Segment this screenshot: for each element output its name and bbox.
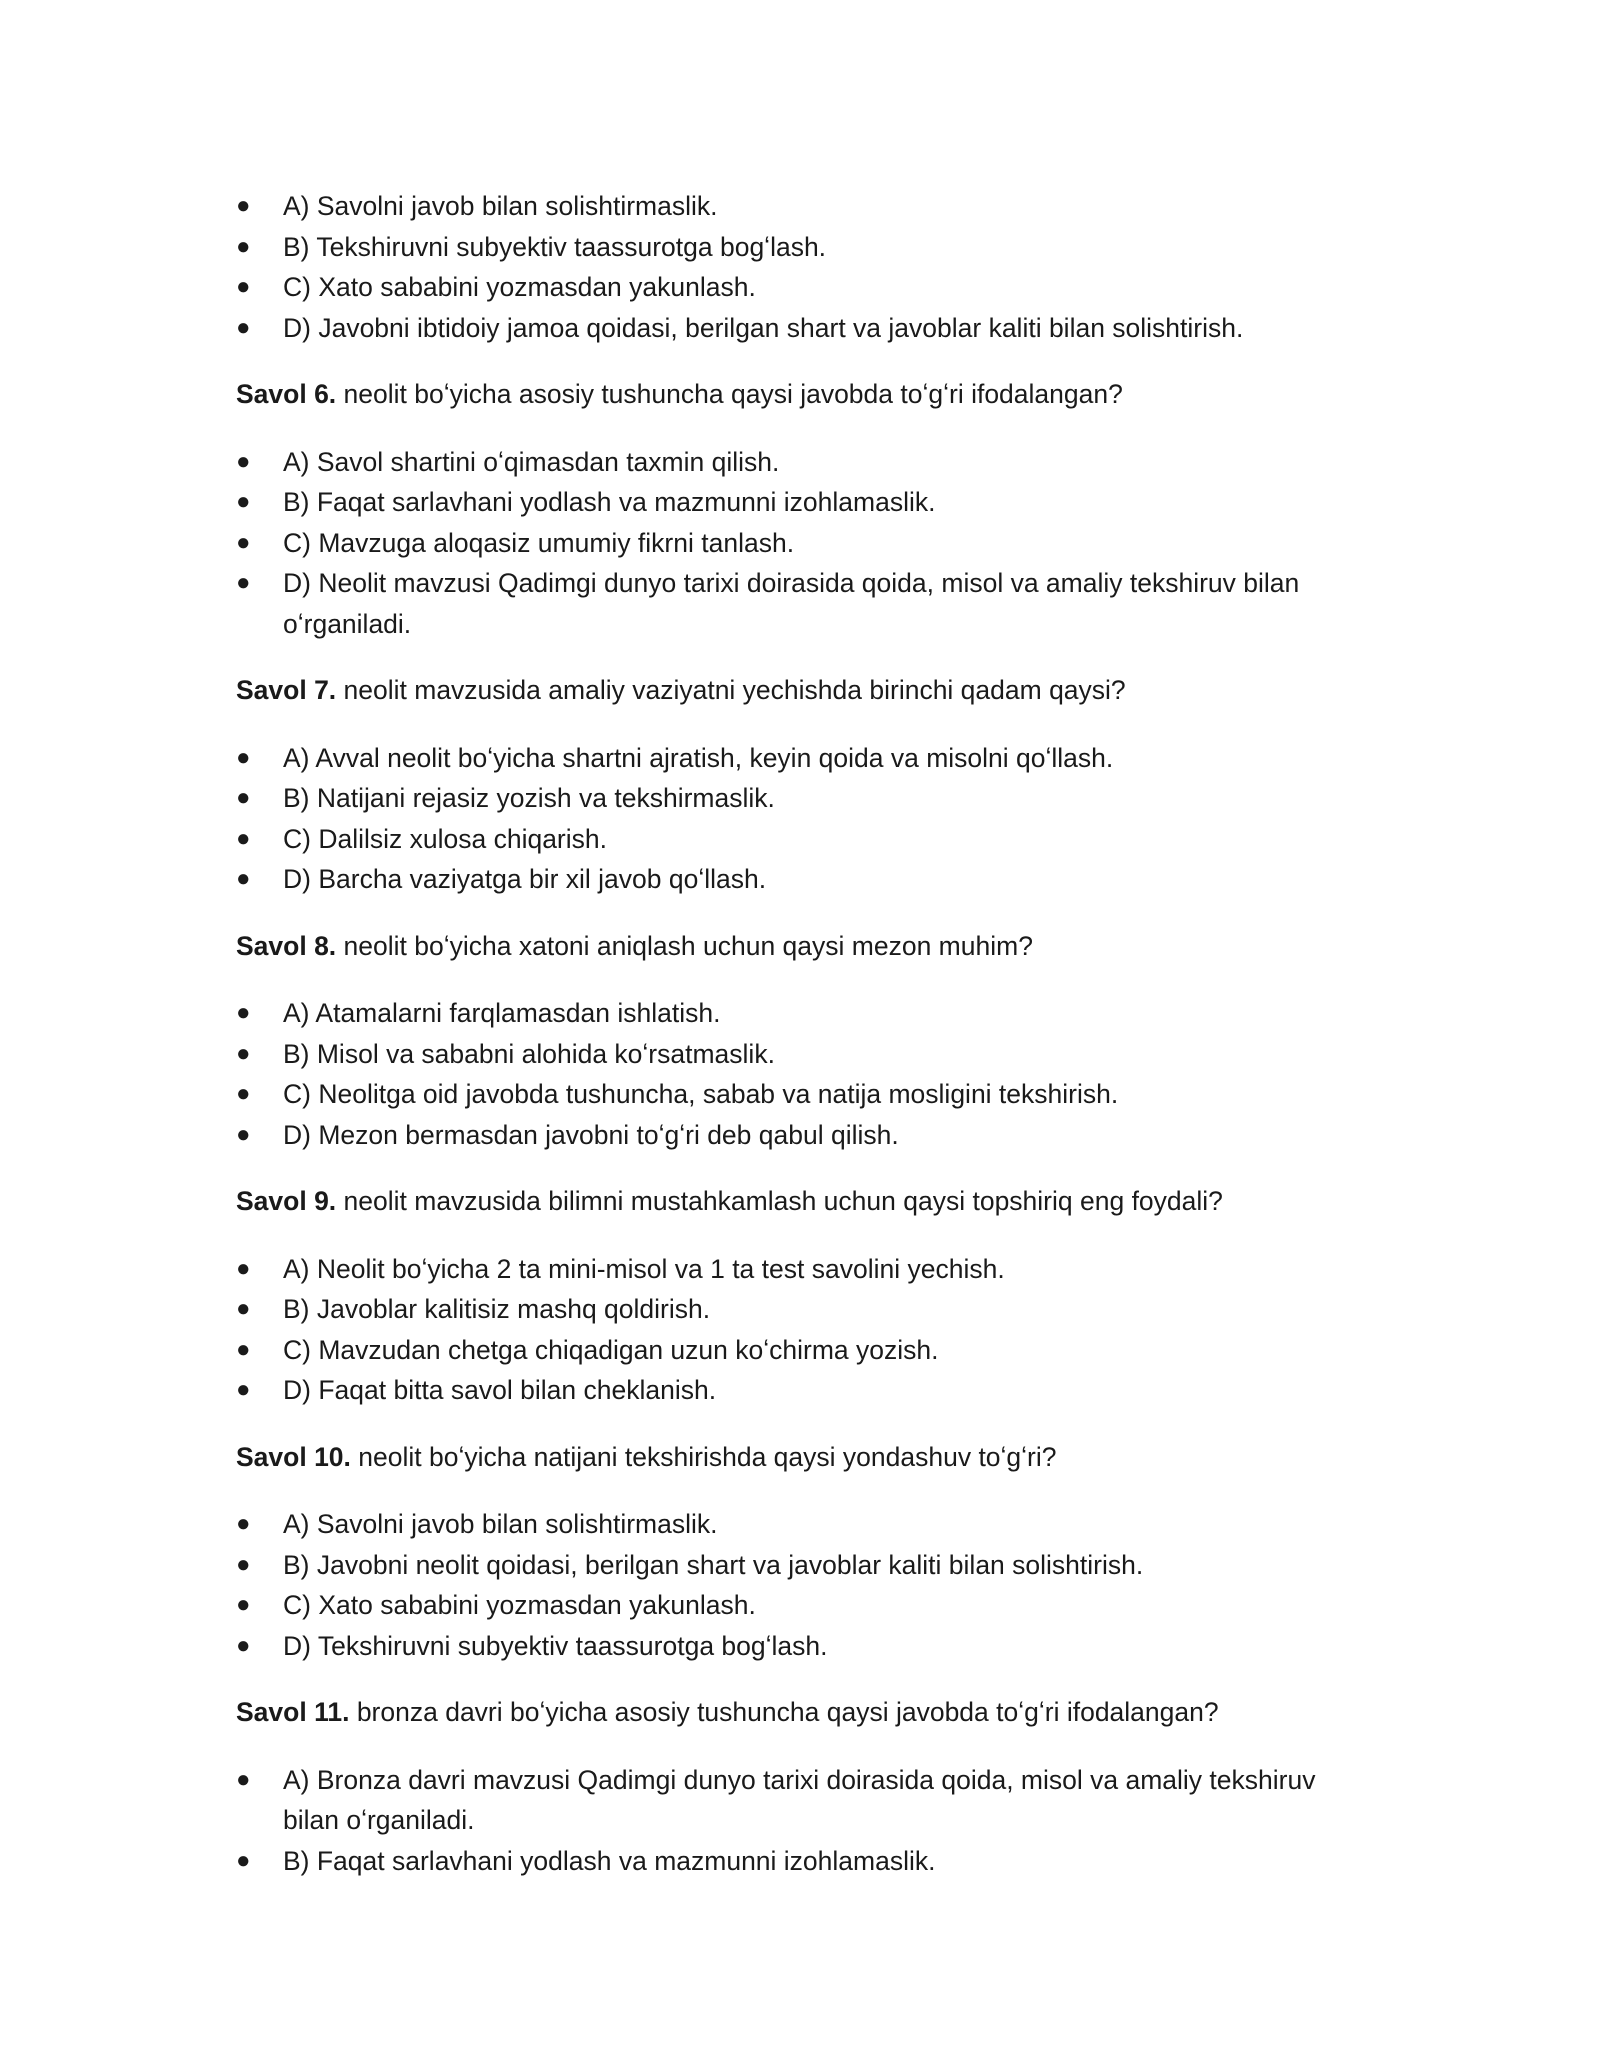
question-heading [236, 1437, 1340, 1478]
question-number: Savol 11. [236, 1697, 350, 1727]
bullet-icon: ● [236, 569, 251, 596]
option-text: B) Natijani rejasiz yozish va tekshirmaslik. [283, 783, 775, 813]
option-text: B) Javobni neolit qoidasi, berilgan shart va javoblar kaliti bilan solishtirish. [283, 1549, 1144, 1580]
bullet-icon: ● [236, 232, 251, 260]
question-heading [236, 926, 1340, 967]
option-item [236, 1330, 1340, 1371]
question-text: bronza davri boʻyicha asosiy tushuncha qaysi javobda toʻgʻri ifodalangan? [349, 1697, 1219, 1727]
option-text: A) Bronza davri mavzusi Qadimgi dunyo tarixi doirasida qoida, misol va amaliy tekshiruv bilan oʻrganiladi. [283, 1764, 1316, 1835]
option-item [236, 523, 1340, 564]
answer-options [236, 993, 1340, 1155]
option-text: C) Neolitga oid javobda tushuncha, sabab va natija mosligini tekshirish. [283, 1079, 1119, 1109]
option-item [236, 1074, 1340, 1115]
option-item [236, 819, 1340, 860]
bullet-icon: ● [236, 743, 251, 771]
bullet-icon: ● [236, 313, 251, 341]
option-text: C) Dalilsiz xulosa chiqarish. [283, 823, 607, 854]
question-text: neolit boʻyicha asosiy tushuncha qaysi javobda toʻgʻri ifodalangan? [336, 379, 1123, 409]
option-text: D) Javobni ibtidoiy jamoa qoidasi, berilgan shart va javoblar kaliti bilan solishtirish. [283, 312, 1244, 343]
question-number: Savol 8. [236, 930, 337, 961]
option-item [236, 1249, 1340, 1290]
question-text: neolit boʻyicha xatoni aniqlash uchun qaysi mezon muhim? [336, 930, 1033, 961]
option-item [236, 186, 1340, 227]
bullet-icon: ● [236, 447, 251, 475]
option-item [236, 1585, 1340, 1626]
option-item [236, 442, 1340, 483]
bullet-icon: ● [236, 824, 251, 852]
option-item [236, 1034, 1340, 1075]
option-item [236, 778, 1340, 819]
option-text: A) Neolit boʻyicha 2 ta mini-misol va 1 ta test savolini yechish. [283, 1253, 1005, 1284]
question-heading [236, 670, 1340, 711]
option-item [236, 1370, 1340, 1411]
bullet-icon: ● [236, 999, 251, 1026]
option-text: A) Savolni javob bilan solishtirmaslik. [283, 191, 718, 221]
bullet-icon: ● [236, 192, 251, 219]
option-item [236, 308, 1340, 349]
option-text: B) Tekshiruvni subyektiv taassurotga bogʻlash. [283, 231, 827, 262]
option-text: A) Avval neolit boʻyicha shartni ajratish, keyin qoida va misolni qoʻllash. [283, 742, 1114, 773]
bullet-icon: ● [236, 1846, 251, 1874]
bullet-icon: ● [236, 1080, 251, 1107]
option-text: D) Faqat bitta savol bilan cheklanish. [283, 1375, 717, 1405]
bullet-icon: ● [236, 1120, 251, 1148]
option-item [236, 993, 1340, 1034]
option-item [236, 1626, 1340, 1667]
question-number: Savol 10. [236, 1441, 351, 1472]
answer-options [236, 186, 1340, 348]
question-text: neolit boʻyicha natijani tekshirishda qaysi yondashuv toʻgʻri? [350, 1441, 1057, 1472]
bullet-icon: ● [236, 1376, 251, 1403]
answer-options [236, 1504, 1340, 1666]
bullet-icon: ● [236, 1039, 251, 1067]
option-item [236, 482, 1340, 523]
option-text: C) Mavzudan chetga chiqadigan uzun koʻchirma yozish. [283, 1334, 939, 1365]
question-heading [236, 1181, 1340, 1222]
option-text: C) Xato sababini yozmasdan yakunlash. [283, 1590, 756, 1620]
bullet-icon: ● [236, 1591, 251, 1618]
option-item [236, 1841, 1340, 1882]
option-text: A) Atamalarni farqlamasdan ishlatish. [283, 998, 721, 1028]
question-heading [236, 1692, 1340, 1733]
option-item [236, 267, 1340, 308]
bullet-icon: ● [236, 1335, 251, 1363]
option-text: C) Xato sababini yozmasdan yakunlash. [283, 272, 756, 302]
bullet-icon: ● [236, 528, 251, 556]
question-heading [236, 374, 1340, 415]
option-item [236, 1289, 1340, 1330]
option-item [236, 1760, 1340, 1841]
option-item [236, 738, 1340, 779]
bullet-icon: ● [236, 1765, 251, 1793]
option-text: A) Savolni javob bilan solishtirmaslik. [283, 1509, 718, 1539]
option-text: B) Faqat sarlavhani yodlash va mazmunni izohlamaslik. [283, 487, 936, 517]
option-item [236, 1504, 1340, 1545]
option-item [236, 1545, 1340, 1586]
option-text: C) Mavzuga aloqasiz umumiy fikrni tanlash. [283, 527, 795, 558]
option-item [236, 563, 1340, 644]
answer-options [236, 1760, 1340, 1882]
bullet-icon: ● [236, 488, 251, 515]
option-text: B) Misol va sababni alohida koʻrsatmaslik. [283, 1038, 775, 1069]
answer-options [236, 442, 1340, 645]
bullet-icon: ● [236, 1510, 251, 1537]
option-text: B) Faqat sarlavhani yodlash va mazmunni izohlamaslik. [283, 1845, 936, 1876]
answer-options [236, 1249, 1340, 1411]
bullet-icon: ● [236, 1254, 251, 1282]
question-number: Savol 6. [236, 379, 337, 409]
option-text: D) Neolit mavzusi Qadimgi dunyo tarixi doirasida qoida, misol va amaliy tekshiruv bilan oʻrganiladi. [283, 568, 1300, 639]
bullet-icon: ● [236, 784, 251, 811]
question-number: Savol 9. [236, 1186, 337, 1216]
bullet-icon: ● [236, 1295, 251, 1322]
bullet-icon: ● [236, 865, 251, 892]
bullet-icon: ● [236, 1631, 251, 1659]
question-number: Savol 7. [236, 675, 337, 705]
option-text: D) Mezon bermasdan javobni toʻgʻri deb qabul qilish. [283, 1119, 899, 1150]
option-text: A) Savol shartini oʻqimasdan taxmin qilish. [283, 446, 780, 477]
option-item [236, 227, 1340, 268]
option-text: D) Tekshiruvni subyektiv taassurotga bogʻlash. [283, 1630, 828, 1661]
question-text: neolit mavzusida bilimni mustahkamlash uchun qaysi topshiriq eng foydali? [336, 1186, 1223, 1216]
bullet-icon: ● [236, 273, 251, 300]
option-text: B) Javoblar kalitisiz mashq qoldirish. [283, 1294, 711, 1324]
option-item [236, 1115, 1340, 1156]
question-text: neolit mavzusida amaliy vaziyatni yechishda birinchi qadam qaysi? [336, 675, 1126, 705]
option-item [236, 859, 1340, 900]
option-text: D) Barcha vaziyatga bir xil javob qoʻllash. [283, 864, 767, 894]
answer-options [236, 738, 1340, 900]
bullet-icon: ● [236, 1550, 251, 1578]
